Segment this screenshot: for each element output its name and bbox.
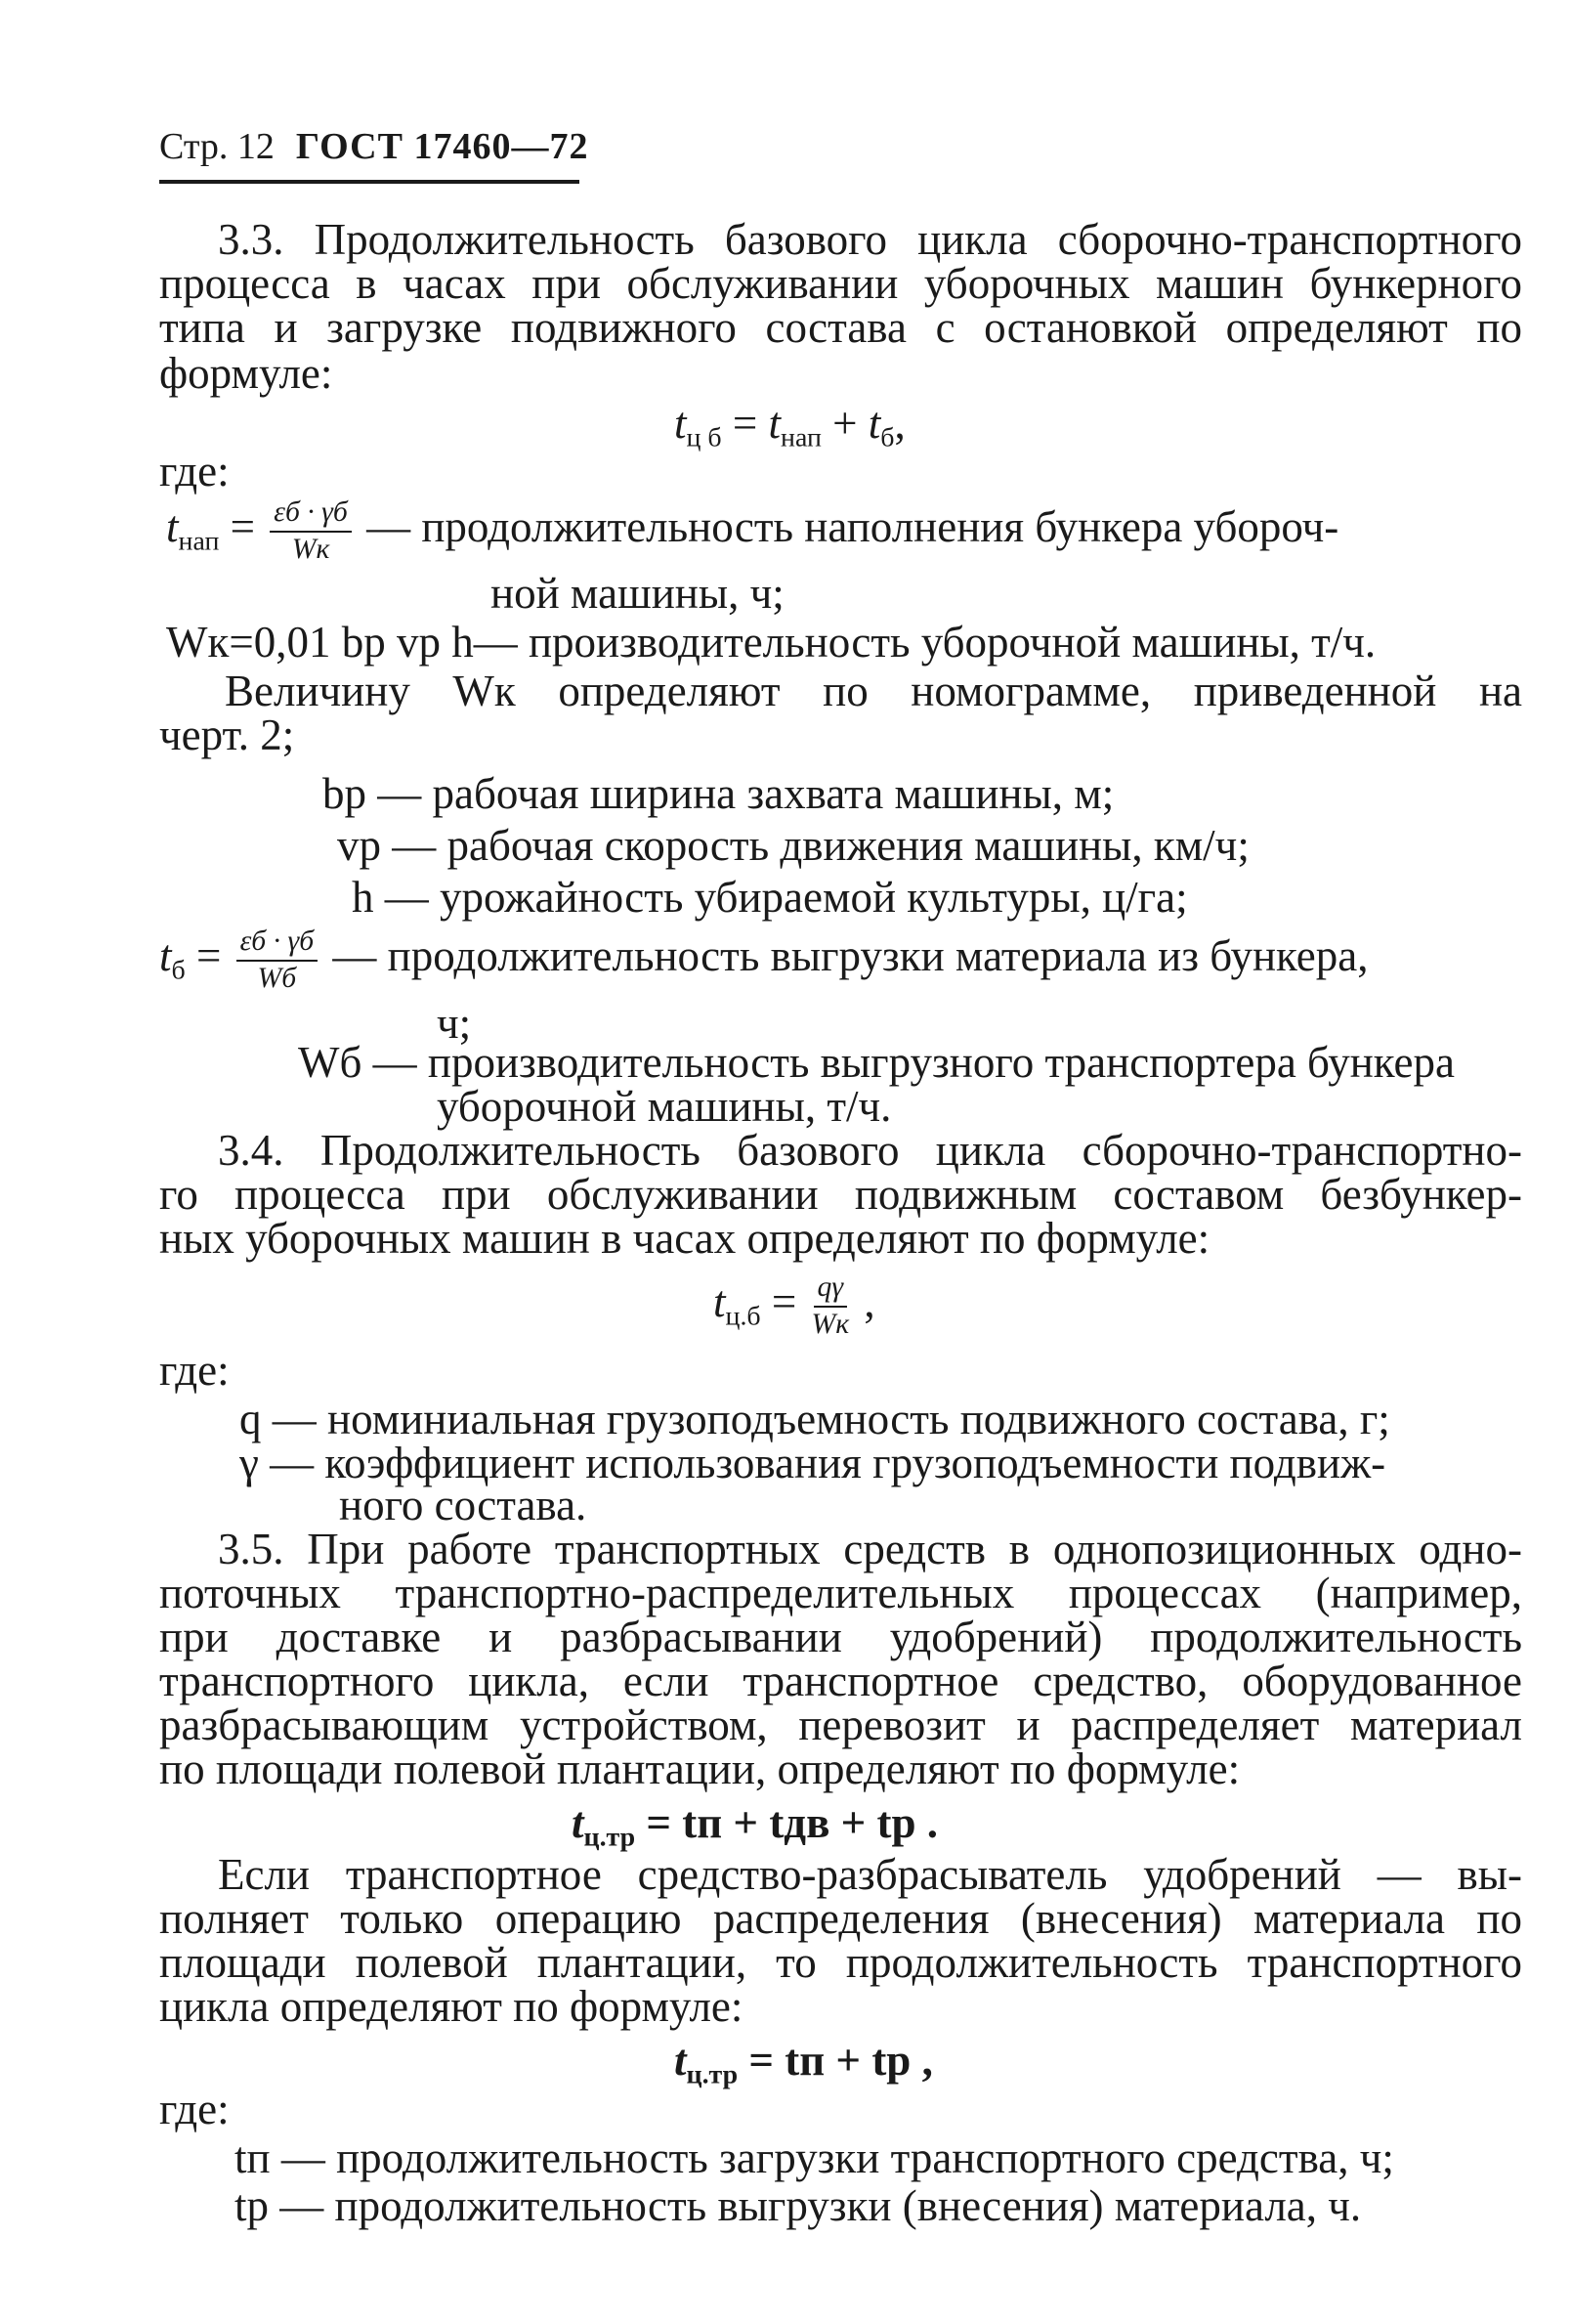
s33-line-4: формуле: — [159, 349, 333, 398]
def-t-fill-cont: ной машины, ч; — [490, 569, 785, 618]
wk-nomogram-line-1: Величину Wк определяют по номограмме, приведенной на — [225, 667, 1522, 715]
header-rule — [159, 180, 579, 184]
s35-para2-line-4: цикла определяют по формуле: — [159, 1982, 743, 2031]
def-t-unload-cont: ч; — [437, 999, 472, 1048]
s35-line-1: 3.5. При работе транспортных средств в однопозиционных одно- — [218, 1525, 1522, 1573]
def-wb: Wб — производительность выгрузного транспортера бункера — [298, 1038, 1455, 1087]
formula-cycle-nobunker: $t_{ц.б}$ = $\frac{q\gamma}{Wк}$ , — [713, 1270, 875, 1342]
s33-line-1: 3.3. Продолжительность базового цикла сборочно-транспортного — [218, 215, 1522, 264]
def-gamma-cont: ного состава. — [339, 1481, 587, 1529]
s33-line-2: процесса в часах при обслуживании уборочных машин бункерного — [159, 259, 1522, 308]
formula-transport-cycle-2: $t_{ц.тр}$ = tп + tр , — [674, 2036, 933, 2090]
page-number: Стр. 12 — [159, 126, 275, 167]
s35-line-3: при доставке и разбрасывании удобрений) продолжительность — [159, 1613, 1522, 1661]
s35-line-6: по площади полевой плантации, определяют по формуле: — [159, 1744, 1241, 1793]
def-tp-load: tп — продолжительность загрузки транспортного средства, ч; — [234, 2133, 1394, 2182]
s35-para2-line-2: полняет только операцию распределения (внесения) материала по — [159, 1894, 1522, 1943]
wk-nomogram-line-2: черт. 2; — [159, 710, 295, 759]
s33-line-3: типа и загрузке подвижного состава с остановкой определяют по — [159, 303, 1522, 352]
s35-where: где: — [159, 2085, 230, 2133]
def-br: bр — рабочая ширина захвата машины, м; — [322, 769, 1115, 818]
s35-para2-line-3: площади полевой плантации, то продолжительность транспортного — [159, 1938, 1522, 1987]
def-gamma: γ — коэффициент использования грузоподъемности подвиж- — [239, 1439, 1386, 1487]
s33-where: где: — [159, 447, 230, 495]
def-t-unload: $t_б$ = $\frac{\varepsilon б \cdot \gamma б}{Wб}$ — продолжительность выгрузки материала из бункера, — [159, 925, 1368, 996]
def-q: q — номиниальная грузоподъемность подвижного состава, г; — [239, 1395, 1390, 1443]
def-wk: Wк=0,01 bр vр h— производительность уборочной машины, т/ч. — [166, 618, 1377, 667]
fraction-unload: $\frac{\varepsilon б \cdot \gamma б}{Wб}$ — [236, 925, 318, 996]
s34-where: где: — [159, 1346, 230, 1395]
s35-line-4: транспортного цикла, если транспортное средство, оборудованное — [159, 1657, 1522, 1705]
s34-line-2: го процесса при обслуживании подвижным составом безбункер- — [159, 1170, 1522, 1219]
standard-code: ГОСТ 17460—72 — [295, 126, 589, 167]
def-vr: vр — рабочая скорость движения машины, км/ч; — [337, 821, 1250, 870]
fraction-q-gamma: $\frac{q\gamma}{Wк}$ — [811, 1271, 850, 1340]
s35-line-2: поточных транспортно-распределительных процессах (например, — [159, 1569, 1522, 1617]
def-h: h — урожайность убираемой культуры, ц/га; — [352, 873, 1188, 922]
formula-transport-cycle-1: $t_{ц.тр}$ = tп + tдв + tр . — [572, 1798, 939, 1853]
s35-line-5: разбрасывающим устройством, перевозит и распределяет материал — [159, 1700, 1522, 1749]
s34-line-3: ных уборочных машин в часах определяют по формуле: — [159, 1214, 1210, 1263]
s34-line-1: 3.4. Продолжительность базового цикла сборочно-транспортно- — [218, 1126, 1522, 1175]
page-header — [159, 125, 588, 168]
def-t-fill: $t_{нап}$ = $\frac{\varepsilon б \cdot \gamma б}{Wк}$ — продолжительность наполнения бункера убороч- — [166, 495, 1338, 567]
formula-cycle-base: $t_{ц б} = t_{нап} + t_б$, — [674, 399, 906, 453]
def-tr-unload: tр — продолжительность выгрузки (внесения) материала, ч. — [234, 2181, 1362, 2230]
s35-para2-line-1: Если транспортное средство-разбрасыватель удобрений — вы- — [218, 1850, 1522, 1899]
def-wb-cont: уборочной машины, т/ч. — [437, 1082, 892, 1131]
fraction-fill: $\frac{\varepsilon б \cdot \gamma б}{Wк}$ — [270, 495, 352, 567]
